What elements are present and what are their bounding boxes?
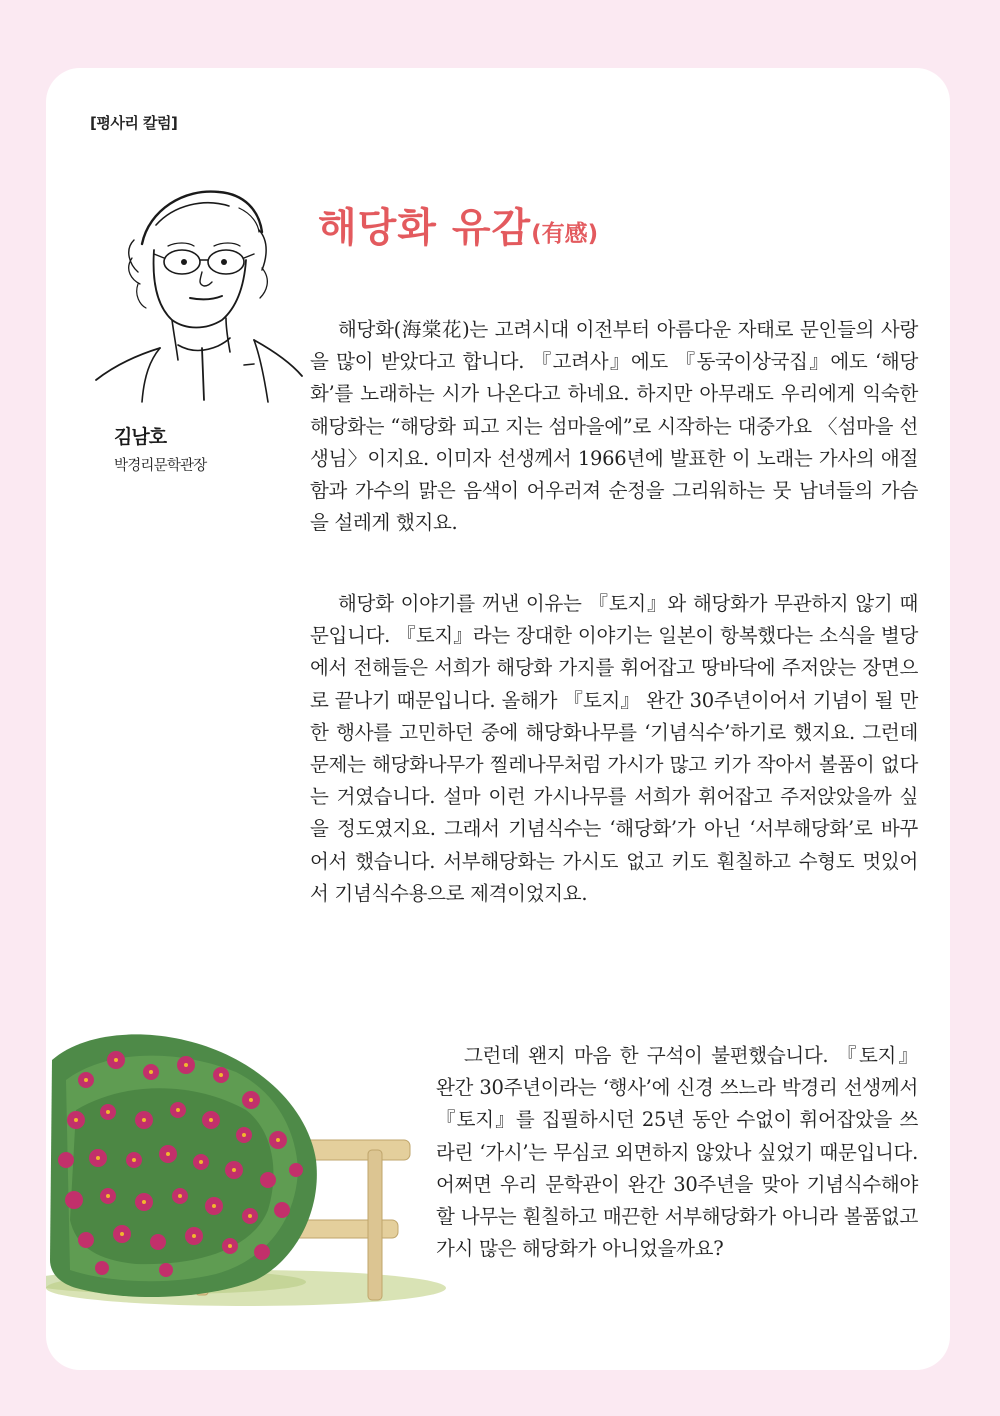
article-title-main: 해당화 유감 (318, 205, 532, 251)
article-card (46, 68, 950, 1370)
article-paragraph-1 (310, 314, 918, 539)
article-paragraph-3 (436, 1040, 918, 1265)
article-paragraph-2 (310, 588, 918, 910)
paragraph-text: 그런데 왠지 마음 한 구석이 불편했습니다. 『토지』 완간 30주년이라는 ‘행사’에 신경 쓰느라 박경리 선생께서 『토지』를 집필하시던 25년 동안 수없이 휘어잡았을 쓰라린 ‘가시’는 무심코 외면하지 않았나 싶었기 때문입니다. 어쩌면 우리 문학관이 완간 30주년을 맞아 기념식수해야 할 나무는 훤칠하고 매끈한 서부해당화가 아니라 볼품없고 가시 많은 해당화가 아니었을까요? (436, 1044, 918, 1261)
paragraph-text: 해당화 이야기를 꺼낸 이유는 『토지』와 해당화가 무관하지 않기 때문입니다. 『토지』라는 장대한 이야기는 일본이 항복했다는 소식을 별당에서 전해들은 서희가 해당화 가지를 휘어잡고 땅바닥에 주저앉는 장면으로 끝나기 때문입니다. 올해가 『토지』 완간 30주년이어서 기념이 될 만한 행사를 고민하던 중에 해당화나무를 ‘기념식수’하기로 했지요. 그런데 문제는 해당화나무가 찔레나무처럼 가시가 많고 키가 작아서 볼품이 없다는 거였습니다. 설마 이런 가시나무를 서희가 휘어잡고 주저앉았을까 싶을 정도였지요. 그래서 기념식수는 ‘해당화’가 아닌 ‘서부해당화’로 바꾸어서 했습니다. 서부해당화는 가시도 없고 키도 훤칠하고 수형도 멋있어서 기념식수용으로 제격이었지요. (310, 592, 918, 905)
column-tag: [평사리 칼럼] (90, 114, 178, 132)
article-title-sub: (有感) (531, 221, 599, 247)
author-name: 김남호 (114, 426, 167, 448)
author-portrait-icon (94, 180, 304, 405)
author-title: 박경리문학관장 (114, 458, 207, 474)
paragraph-text: 해당화(海棠花)는 고려시대 이전부터 아름다운 자태로 문인들의 사랑을 많이 받았다고 합니다. 『고려사』에도 『동국이상국집』에도 ‘해당화’를 노래하는 시가 나온다고 하네요. 하지만 아무래도 우리에게 익숙한 해당화는 “해당화 피고 지는 섬마을에”로 시작하는 대중가요 〈섬마을 선생님〉이지요. 이미자 선생께서 1966년에 발표한 이 노래는 가사의 애절함과 가수의 맑은 음색이 어우러져 순정을 그리워하는 뭇 남녀들의 가슴을 설레게 했지요. (310, 318, 918, 535)
rose-bush-with-fence-icon (46, 1020, 446, 1320)
article-title (318, 196, 598, 253)
